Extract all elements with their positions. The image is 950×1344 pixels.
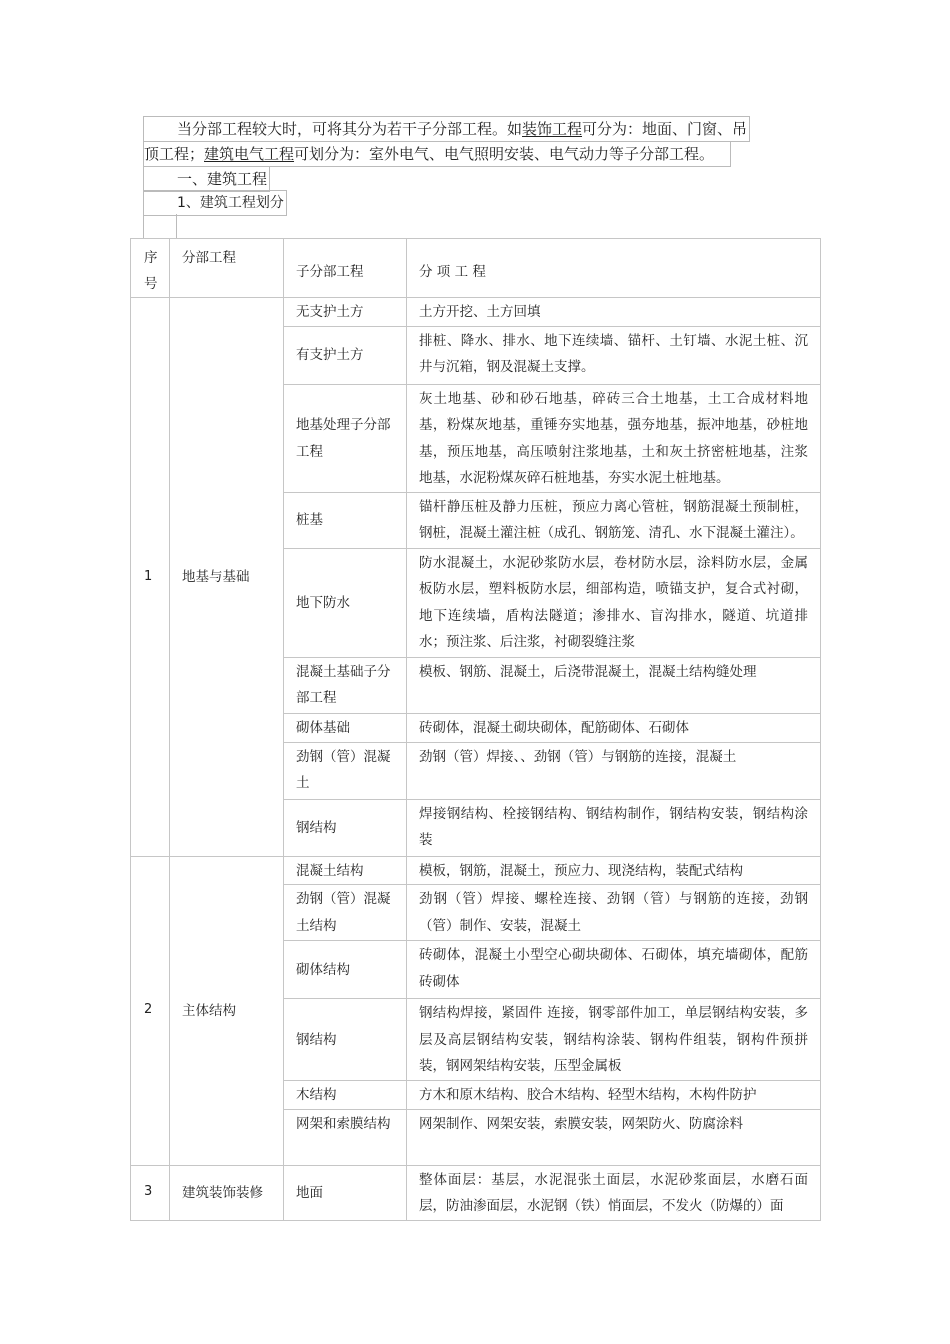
subdivision-cell: 地基处理子分部工程	[284, 384, 407, 492]
subdivision-cell: 混凝土结构	[284, 856, 407, 885]
items-cell: 砖砌体，混凝土砌块砌体，配筋砌体、石砌体	[407, 713, 821, 742]
intro-line-1	[143, 116, 750, 142]
decoration-engineering-link[interactable]: 装饰工程	[522, 120, 583, 138]
items-cell: 网架制作、网架安装，索膜安装，网架防火、防腐涂料	[407, 1109, 821, 1165]
subdivision-cell: 木结构	[284, 1080, 407, 1109]
intro-text-1a: 当分部工程较大时，可将其分为若干子分部工程。如	[177, 120, 523, 138]
intro-line-2	[143, 141, 731, 167]
table-header-row	[131, 239, 821, 298]
group-1-seq: 1	[131, 298, 170, 857]
group-2-seq: 2	[131, 856, 170, 1165]
intro-text-2a: 顶工程；	[144, 145, 205, 163]
subdivision-cell: 砌体基础	[284, 713, 407, 742]
table-row	[131, 856, 821, 885]
items-cell: 劲钢（管）焊接、、劲钢（管）与钢筋的连接，混凝土	[407, 742, 821, 799]
group-3-seq: 3	[131, 1165, 170, 1220]
header-items: 分 项 工 程	[407, 239, 821, 298]
subsection-heading: 1、建筑工程划分	[143, 190, 287, 216]
subdivision-cell: 地面	[284, 1165, 407, 1220]
subdivision-cell: 地下防水	[284, 548, 407, 657]
header-subdivision: 子分部工程	[284, 239, 407, 298]
items-cell: 防水混凝土，水泥砂浆防水层，卷材防水层，涂料防水层，金属板防水层，塑料板防水层，细部构造，喷锚支护，复合式衬砌，地下连续墙，盾构法隧道；渗排水、盲沟排水，隧道、坑道排水；预注浆、后注浆，衬砌裂缝注浆	[407, 548, 821, 657]
items-cell: 模板、钢筋、混凝土，后浇带混凝土，混凝土结构缝处理	[407, 657, 821, 713]
intro-text-2b: 可划分为：室外电气、电气照明安装、电气动力等子分部工程。	[294, 145, 715, 163]
empty-cell-box	[143, 214, 177, 239]
subdivision-cell: 钢结构	[284, 799, 407, 856]
subdivision-cell: 砌体结构	[284, 941, 407, 999]
items-cell: 土方开挖、土方回填	[407, 298, 821, 327]
intro-text-1b: 可分为：地面、门窗、吊	[582, 120, 748, 138]
electrical-engineering-link[interactable]: 建筑电气工程	[204, 145, 295, 163]
group-3-division: 建筑装饰装修	[170, 1165, 284, 1220]
subdivision-cell: 劲钢（管）混凝土	[284, 742, 407, 799]
subdivision-cell: 桩基	[284, 492, 407, 548]
items-cell: 锚杆静压桩及静力压桩，预应力离心管桩，钢筋混凝土预制桩，钢桩，混凝土灌注桩（成孔、钢筋笼、清孔、水下混凝土灌注）。	[407, 492, 821, 548]
subdivision-cell: 混凝土基础子分部工程	[284, 657, 407, 713]
items-cell: 方木和原木结构、胶合木结构、轻型木结构，木构件防护	[407, 1080, 821, 1109]
subdivision-cell: 钢结构	[284, 999, 407, 1081]
subdivision-cell: 网架和索膜结构	[284, 1109, 407, 1165]
items-cell: 焊接钢结构、栓接钢结构、钢结构制作，钢结构安装，钢结构涂装	[407, 799, 821, 856]
table-row	[131, 1165, 821, 1220]
items-cell: 劲钢（管）焊接、螺栓连接、劲钢（管）与钢筋的连接，劲钢（管）制作、安装，混凝土	[407, 885, 821, 941]
items-cell: 整体面层：基层，水泥混张土面层，水泥砂浆面层，水磨石面层，防油渗面层，水泥钢（铁）悄面层，不发火（防爆的）面	[407, 1165, 821, 1220]
subdivision-cell: 无支护土方	[284, 298, 407, 327]
items-cell: 模板，钢筋，混凝土，预应力、现浇结构，装配式结构	[407, 856, 821, 885]
header-seq: 序号	[131, 239, 170, 298]
division-table	[130, 238, 821, 1221]
group-1-division: 地基与基础	[170, 298, 284, 857]
header-division: 分部工程	[170, 239, 284, 298]
group-2-division: 主体结构	[170, 856, 284, 1165]
items-cell: 排桩、降水、排水、地下连续墙、锚杆、土钉墙、水泥土桩、沉井与沉箱，钢及混凝土支撑。	[407, 326, 821, 384]
subdivision-cell: 有支护土方	[284, 326, 407, 384]
items-cell: 砖砌体，混凝土小型空心砌块砌体、石砌体，填充墙砌体，配筋砖砌体	[407, 941, 821, 999]
items-cell: 钢结构焊接，紧固件 连接，钢零部件加工，单层钢结构安装，多层及高层钢结构安装，钢结构涂装、钢构件组装，钢构件预拼装，钢网架结构安装，压型金属板	[407, 999, 821, 1081]
section-heading: 一、建筑工程	[143, 166, 270, 192]
table-row	[131, 298, 821, 327]
subdivision-cell: 劲钢（管）混凝土结构	[284, 885, 407, 941]
items-cell: 灰土地基、砂和砂石地基，碎砖三合土地基，土工合成材料地基，粉煤灰地基，重锤夯实地基，强夯地基，振冲地基，砂桩地基，预压地基，高压喷射注浆地基，土和灰土挤密桩地基，注浆地基，水泥粉煤灰碎石桩地基，夯实水泥土桩地基。	[407, 384, 821, 492]
